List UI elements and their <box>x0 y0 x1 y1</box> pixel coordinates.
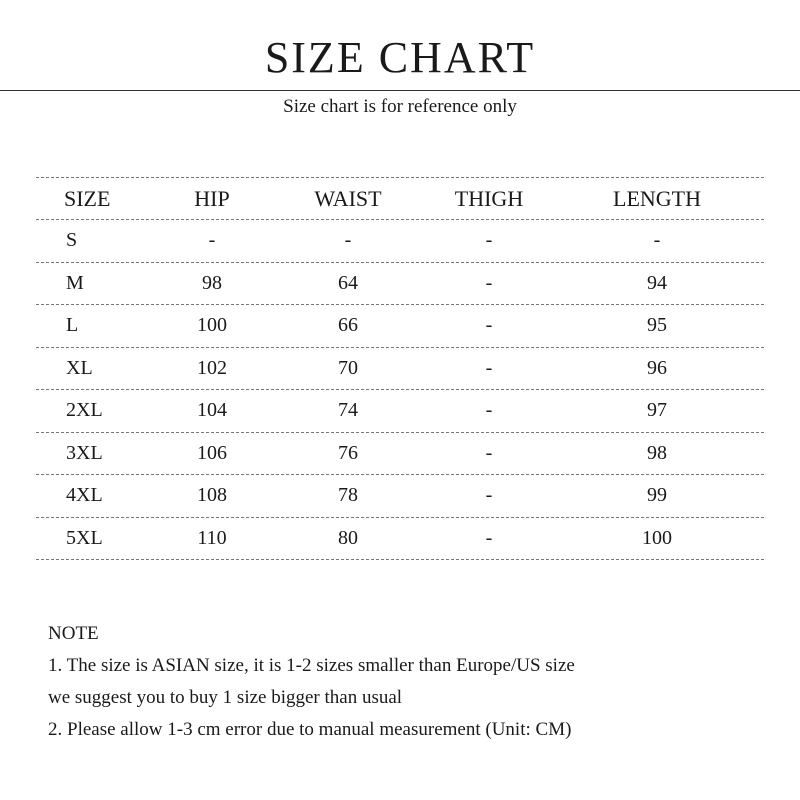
cell-thigh: - <box>485 356 493 379</box>
table-row <box>36 475 764 518</box>
cell-size: 4XL <box>66 484 103 507</box>
cell-thigh: - <box>485 441 493 464</box>
cell-thigh: - <box>485 399 493 422</box>
header-size: SIZE <box>64 185 111 211</box>
table-row <box>36 390 764 433</box>
cell-waist: 74 <box>338 399 358 422</box>
table-row <box>36 263 764 306</box>
table-header-row <box>36 178 764 220</box>
header-length: LENGTH <box>613 185 701 211</box>
cell-length: 99 <box>647 484 667 507</box>
note-line: 2. Please allow 1-3 cm error due to manual measurement (Unit: CM) <box>48 719 572 740</box>
cell-waist: 78 <box>338 484 358 507</box>
cell-size: L <box>66 314 79 337</box>
cell-thigh: - <box>485 271 493 294</box>
size-table <box>36 177 764 560</box>
page-title: SIZE CHART <box>264 33 536 82</box>
cell-length: 97 <box>647 399 667 422</box>
cell-length: 98 <box>647 441 667 464</box>
table-row <box>36 518 764 561</box>
cell-size: M <box>66 271 84 294</box>
header-waist: WAIST <box>314 185 382 211</box>
page-subtitle: Size chart is for reference only <box>283 96 517 117</box>
cell-waist: 66 <box>338 314 358 337</box>
cell-hip: 98 <box>202 271 222 294</box>
cell-length: 94 <box>647 271 667 294</box>
cell-thigh: - <box>485 484 493 507</box>
cell-size: XL <box>66 356 93 379</box>
cell-length: 95 <box>647 314 667 337</box>
table-row <box>36 433 764 476</box>
header-hip: HIP <box>194 185 230 211</box>
cell-length: - <box>653 229 661 252</box>
cell-hip: 108 <box>197 484 227 507</box>
cell-hip: - <box>208 229 216 252</box>
cell-size: 5XL <box>66 526 103 549</box>
cell-hip: 104 <box>197 399 227 422</box>
cell-hip: 110 <box>197 526 227 549</box>
cell-thigh: - <box>485 314 493 337</box>
table-row <box>36 220 764 263</box>
cell-hip: 100 <box>197 314 227 337</box>
cell-thigh: - <box>485 229 493 252</box>
cell-hip: 106 <box>197 441 227 464</box>
cell-length: 100 <box>642 526 672 549</box>
note-section <box>48 618 778 746</box>
cell-waist: 70 <box>338 356 358 379</box>
title-divider <box>0 90 800 91</box>
cell-size: 2XL <box>66 399 103 422</box>
cell-size: 3XL <box>66 441 103 464</box>
cell-length: 96 <box>647 356 667 379</box>
note-line: 1. The size is ASIAN size, it is 1-2 sizes smaller than Europe/US size <box>48 655 575 676</box>
cell-waist: 64 <box>338 271 358 294</box>
table-row <box>36 348 764 391</box>
cell-waist: - <box>344 229 352 252</box>
note-heading: NOTE <box>48 623 99 644</box>
cell-waist: 76 <box>338 441 358 464</box>
cell-waist: 80 <box>338 526 358 549</box>
table-row <box>36 305 764 348</box>
cell-hip: 102 <box>197 356 227 379</box>
note-line: we suggest you to buy 1 size bigger than usual <box>48 687 403 708</box>
header-thigh: THIGH <box>454 185 524 211</box>
cell-size: S <box>66 229 78 252</box>
cell-thigh: - <box>485 526 493 549</box>
